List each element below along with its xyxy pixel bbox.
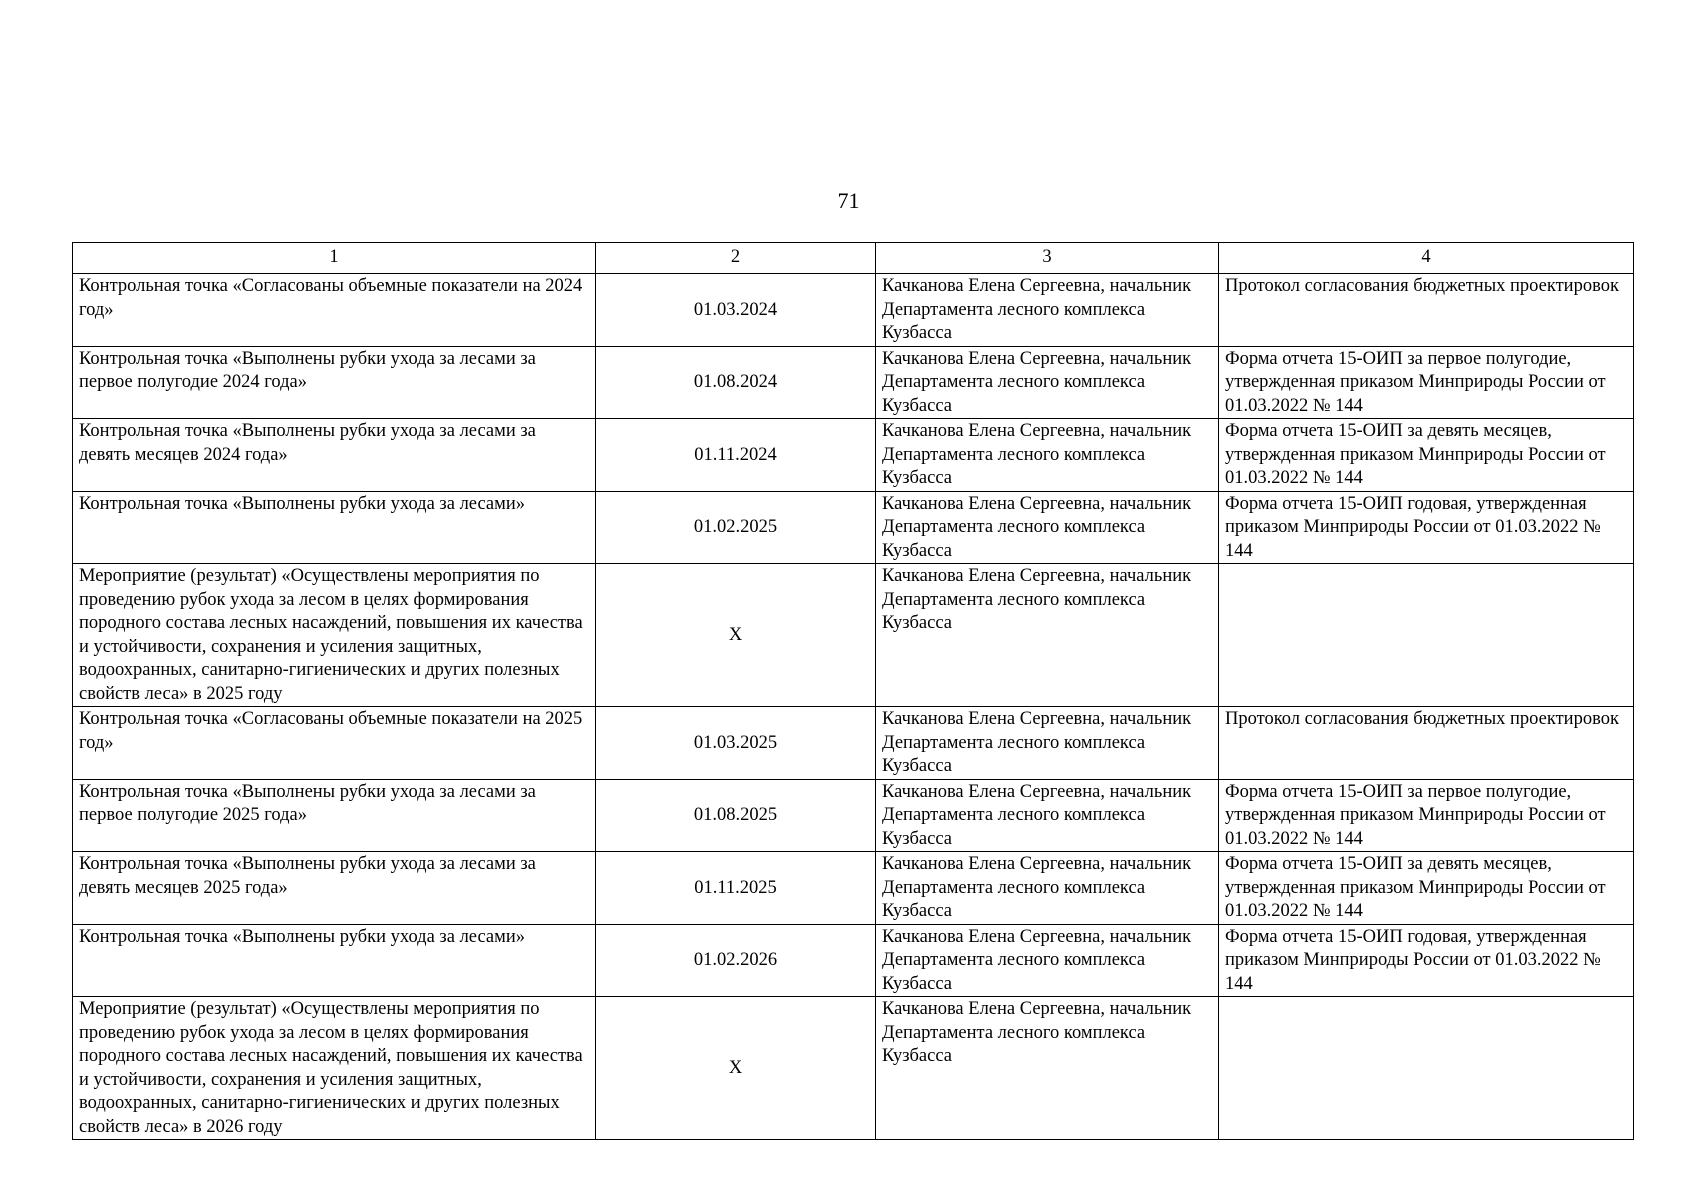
responsible-cell: Качканова Елена Сергеевна, начальник Департамента лесного комплекса Кузбасса: [876, 924, 1219, 997]
document-cell: Протокол согласования бюджетных проектировок: [1219, 707, 1634, 780]
page-number: 71: [837, 188, 860, 213]
responsible-cell: Качканова Елена Сергеевна, начальник Департамента лесного комплекса Кузбасса: [876, 419, 1219, 492]
date-cell: 01.02.2026: [596, 924, 876, 997]
table-header-row: [73, 243, 1634, 274]
document-cell: Форма отчета 15-ОИП годовая, утвержденная приказом Минприроды России от 01.03.2022 № 144: [1219, 924, 1634, 997]
event-cell: Контрольная точка «Выполнены рубки ухода за лесами за первое полугодие 2024 года»: [73, 346, 596, 419]
event-cell: Контрольная точка «Выполнены рубки ухода за лесами за девять месяцев 2024 года»: [73, 419, 596, 492]
document-cell: Протокол согласования бюджетных проектировок: [1219, 274, 1634, 347]
date-cell: 01.08.2024: [596, 346, 876, 419]
responsible-cell: Качканова Елена Сергеевна, начальник Департамента лесного комплекса Кузбасса: [876, 274, 1219, 347]
document-cell: [1219, 564, 1634, 707]
document-cell: [1219, 997, 1634, 1140]
table-row: [73, 779, 1634, 852]
responsible-cell: Качканова Елена Сергеевна, начальник Департамента лесного комплекса Кузбасса: [876, 852, 1219, 925]
event-cell: Контрольная точка «Выполнены рубки ухода за лесами»: [73, 924, 596, 997]
date-cell: Х: [596, 564, 876, 707]
column-header-3: 3: [876, 243, 1219, 274]
table-row: [73, 419, 1634, 492]
date-cell: 01.02.2025: [596, 491, 876, 564]
table-row: [73, 707, 1634, 780]
date-cell: 01.03.2025: [596, 707, 876, 780]
responsible-cell: Качканова Елена Сергеевна, начальник Департамента лесного комплекса Кузбасса: [876, 779, 1219, 852]
document-cell: Форма отчета 15-ОИП за первое полугодие, утвержденная приказом Минприроды России от 01.03.2022 № 144: [1219, 346, 1634, 419]
event-cell: Контрольная точка «Выполнены рубки ухода за лесами за первое полугодие 2025 года»: [73, 779, 596, 852]
table-row: [73, 274, 1634, 347]
table-row: [73, 924, 1634, 997]
column-header-2: 2: [596, 243, 876, 274]
table-row: [73, 564, 1634, 707]
document-cell: Форма отчета 15-ОИП за девять месяцев, утвержденная приказом Минприроды России от 01.03.2022 № 144: [1219, 419, 1634, 492]
event-cell: Мероприятие (результат) «Осуществлены мероприятия по проведению рубок ухода за лесом в целях формирования породного состава лесных насаждений, повышения их качества и устойчивости, сохранения и усиления защитных, водоохранных, санитарно-гигиенических и других полезных свойств леса» в 2026 году: [73, 997, 596, 1140]
event-cell: Контрольная точка «Согласованы объемные показатели на 2024 год»: [73, 274, 596, 347]
event-cell: Контрольная точка «Согласованы объемные показатели на 2025 год»: [73, 707, 596, 780]
event-cell: Контрольная точка «Выполнены рубки ухода за лесами за девять месяцев 2025 года»: [73, 852, 596, 925]
table-row: [73, 491, 1634, 564]
responsible-cell: Качканова Елена Сергеевна, начальник Департамента лесного комплекса Кузбасса: [876, 564, 1219, 707]
table-row: [73, 852, 1634, 925]
document-cell: Форма отчета 15-ОИП годовая, утвержденная приказом Минприроды России от 01.03.2022 № 144: [1219, 491, 1634, 564]
responsible-cell: Качканова Елена Сергеевна, начальник Департамента лесного комплекса Кузбасса: [876, 491, 1219, 564]
table-row: [73, 997, 1634, 1140]
responsible-cell: Качканова Елена Сергеевна, начальник Департамента лесного комплекса Кузбасса: [876, 346, 1219, 419]
date-cell: 01.08.2025: [596, 779, 876, 852]
date-cell: Х: [596, 997, 876, 1140]
table-row: [73, 346, 1634, 419]
date-cell: 01.11.2025: [596, 852, 876, 925]
responsible-cell: Качканова Елена Сергеевна, начальник Департамента лесного комплекса Кузбасса: [876, 707, 1219, 780]
date-cell: 01.03.2024: [596, 274, 876, 347]
responsible-cell: Качканова Елена Сергеевна, начальник Департамента лесного комплекса Кузбасса: [876, 997, 1219, 1140]
event-cell: Контрольная точка «Выполнены рубки ухода за лесами»: [73, 491, 596, 564]
column-header-1: 1: [73, 243, 596, 274]
date-cell: 01.11.2024: [596, 419, 876, 492]
document-cell: Форма отчета 15-ОИП за девять месяцев, утвержденная приказом Минприроды России от 01.03.2022 № 144: [1219, 852, 1634, 925]
event-cell: Мероприятие (результат) «Осуществлены мероприятия по проведению рубок ухода за лесом в целях формирования породного состава лесных насаждений, повышения их качества и устойчивости, сохранения и усиления защитных, водоохранных, санитарно-гигиенических и других полезных свойств леса» в 2025 году: [73, 564, 596, 707]
column-header-4: 4: [1219, 243, 1634, 274]
plan-table: [72, 242, 1634, 1140]
document-cell: Форма отчета 15-ОИП за первое полугодие, утвержденная приказом Минприроды России от 01.03.2022 № 144: [1219, 779, 1634, 852]
